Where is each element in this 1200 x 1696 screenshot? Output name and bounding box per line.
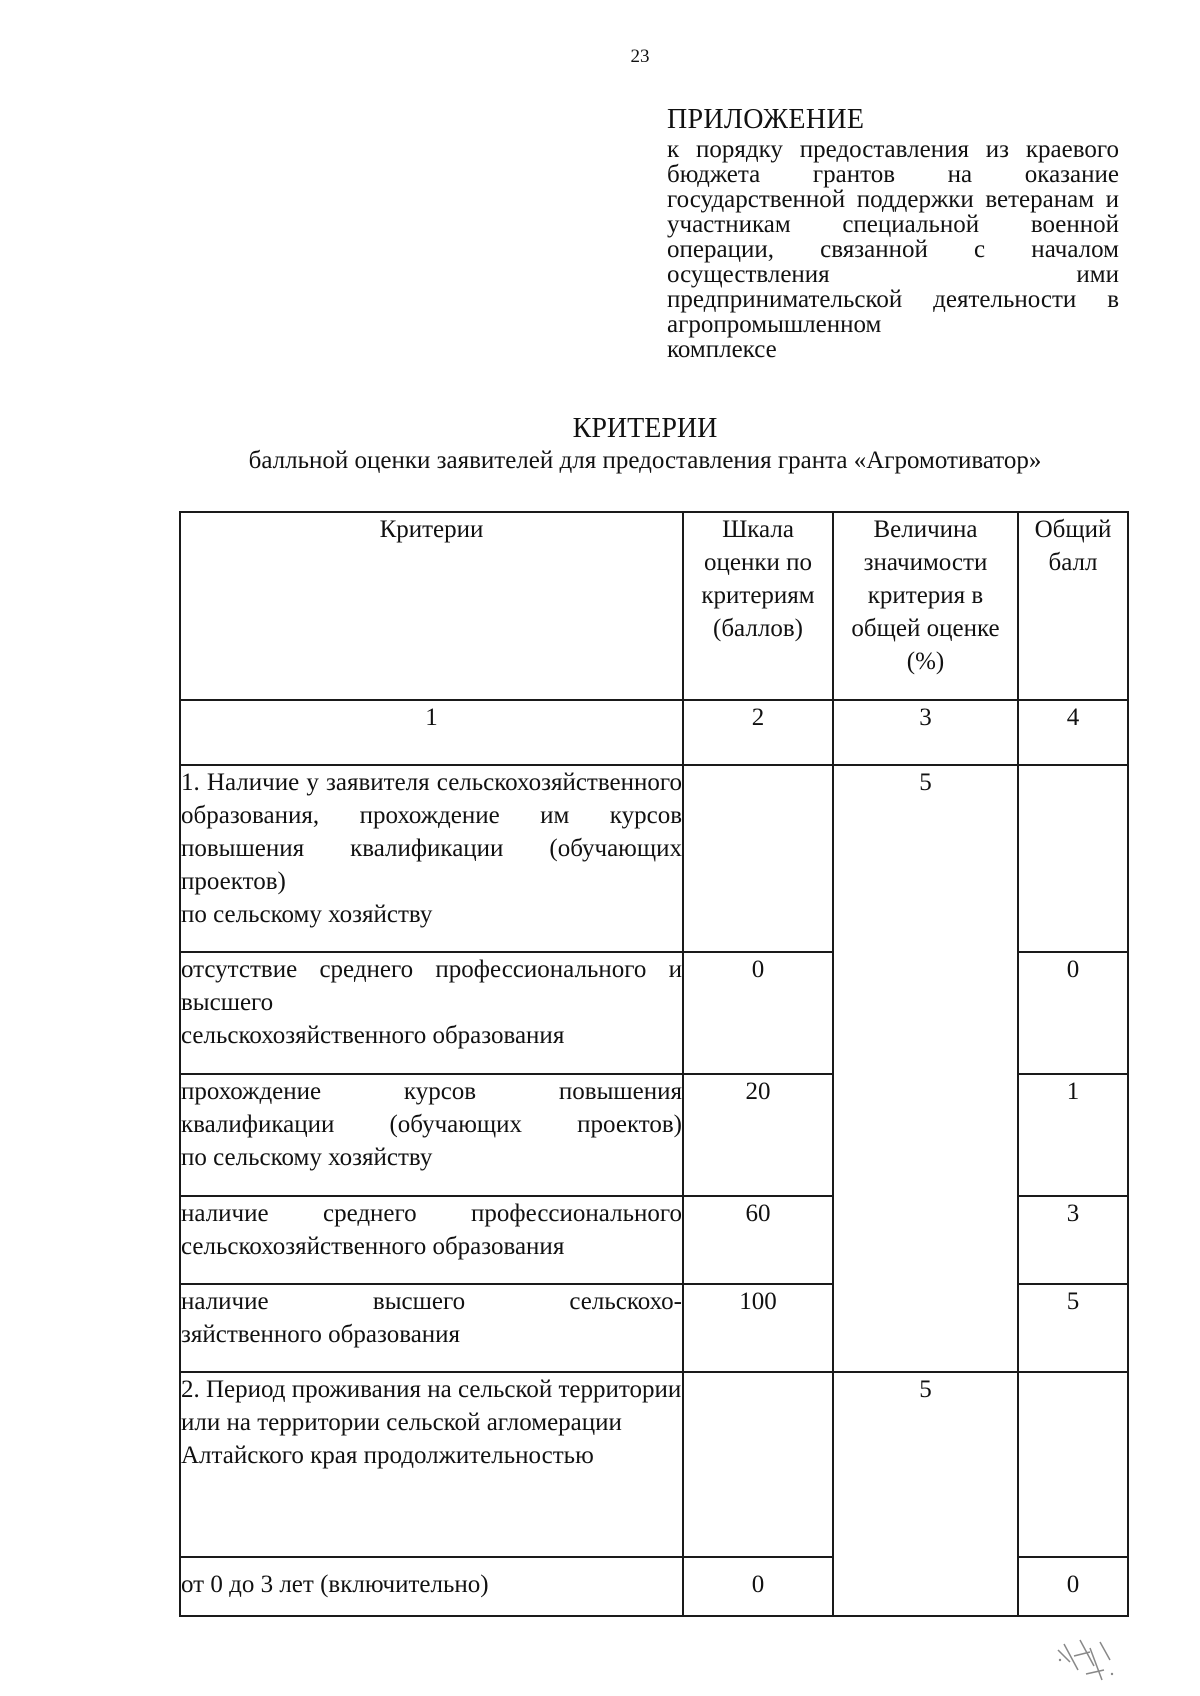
header-weight: Величина значимости критерия в общей оценке (%) [833, 512, 1018, 700]
header-total: Общий балл [1018, 512, 1128, 700]
column-number: 2 [683, 700, 833, 765]
column-number: 1 [180, 700, 683, 765]
section2-title: 2. Период проживания на сельской территории или на территории сельской агломерации Алтайского края продолжительностью [180, 1372, 683, 1557]
criterion-cell [180, 1284, 683, 1372]
scale-value: 100 [683, 1284, 833, 1372]
scale-value: 0 [683, 952, 833, 1074]
appendix-text-main: к порядку предоставления из краевого бюджета грантов на оказание государственной поддержки ветеранам и участникам специальной военной операции, связанной с началом осуществления ими предпринимательской деятельности в агропромышленном [667, 136, 1119, 338]
criterion-cell [180, 1074, 683, 1196]
section1-title [180, 765, 683, 952]
scale-value: 20 [683, 1074, 833, 1196]
total-score: 3 [1018, 1196, 1128, 1284]
criterion-text-last: зяйственного образования [181, 1321, 461, 1348]
appendix-block [667, 103, 1119, 362]
total-score: 0 [1018, 1557, 1128, 1616]
scan-mark-icon [1050, 1630, 1140, 1690]
page-number: 23 [630, 46, 650, 67]
section2-weight: 5 [833, 1372, 1018, 1616]
appendix-text [667, 137, 1119, 362]
section2-title-row [180, 1372, 1128, 1557]
section1-title-row [180, 765, 1128, 952]
appendix-title: ПРИЛОЖЕНИЕ [667, 104, 865, 135]
total-score: 0 [1018, 952, 1128, 1074]
criterion-text-last: по сельскому хозяйству [181, 1144, 433, 1171]
document-title: КРИТЕРИИ [572, 413, 718, 444]
scale-value: 60 [683, 1196, 833, 1284]
section1-weight: 5 [833, 765, 1018, 1372]
scale-value: 0 [683, 1557, 833, 1616]
criterion-text-last: сельскохозяйственного образования [181, 1233, 565, 1260]
total-score: 1 [1018, 1074, 1128, 1196]
criterion-text: прохождение курсов повышения квалификации (обучающих проектов) [181, 1078, 682, 1138]
table-cell-empty [1018, 765, 1128, 952]
header-criteria: Критерии [180, 512, 683, 700]
criteria-table [179, 511, 1129, 1617]
header-scale: Шкала оценки по критериям (баллов) [683, 512, 833, 700]
document-subtitle: балльной оценки заявителей для предоставления гранта «Агромотиватор» [248, 447, 1042, 474]
table-header-row [180, 512, 1128, 700]
column-number: 3 [833, 700, 1018, 765]
section1-title-last: по сельскому хозяйству [181, 901, 433, 928]
criterion-text: отсутствие среднего профессионального и высшего [181, 956, 682, 1016]
appendix-text-last: комплексе [667, 336, 777, 363]
table-cell-empty [1018, 1372, 1128, 1557]
column-number: 4 [1018, 700, 1128, 765]
criterion-cell [180, 952, 683, 1074]
column-number-row [180, 700, 1128, 765]
criterion-text: наличие высшего сельскохо- [181, 1288, 682, 1315]
criterion-cell: от 0 до 3 лет (включительно) [180, 1557, 683, 1616]
table-cell-empty [683, 765, 833, 952]
total-score: 5 [1018, 1284, 1128, 1372]
criterion-cell [180, 1196, 683, 1284]
criterion-text-last: сельскохозяйственного образования [181, 1022, 565, 1049]
table-cell-empty [683, 1372, 833, 1557]
criterion-text: наличие среднего профессионального [181, 1200, 682, 1227]
section1-title-main: 1. Наличие у заявителя сельскохозяйственного образования, прохождение им курсов повышения квалификации (обучающих проектов) [181, 769, 682, 895]
